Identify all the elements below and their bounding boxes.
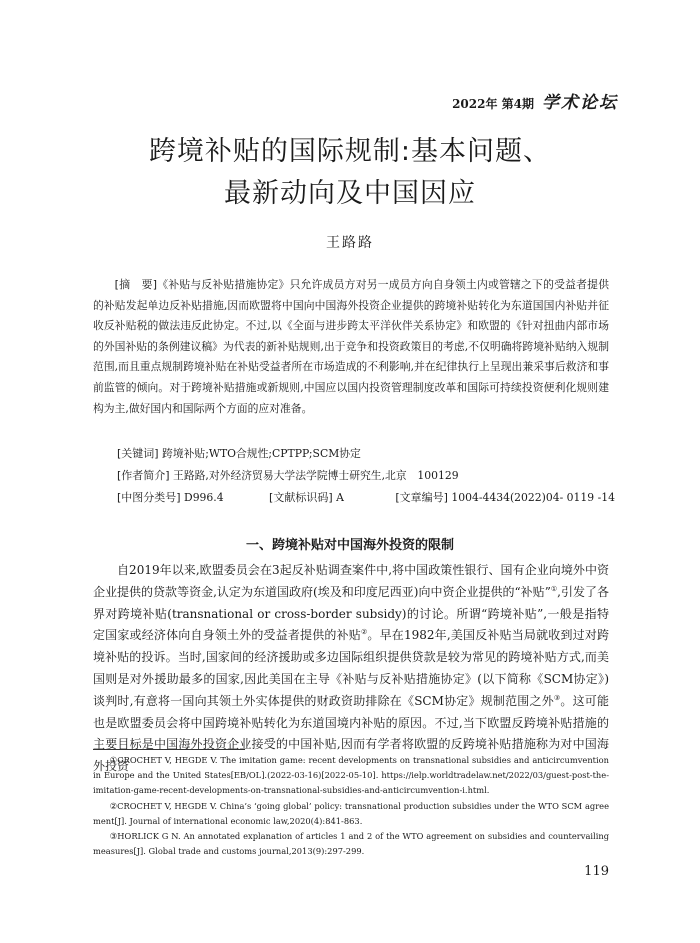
journal-logo: 学术论坛	[542, 93, 618, 113]
keywords-row	[93, 443, 609, 465]
abstract	[93, 275, 609, 419]
footnote-ref-3[interactable]: ③	[553, 693, 561, 702]
footnote-2: ②CROCHET V, HEGDE V. China’s ‘going global’ policy: transnational production subsidies under the WTO SCM agreement[J]. Journal of international economic law,2020(4):841-863.	[93, 800, 609, 826]
footnote-ref-2[interactable]: ②	[360, 628, 368, 637]
article-meta	[93, 443, 615, 509]
author-intro-row	[93, 465, 609, 487]
footnote-divider	[93, 749, 245, 750]
article-title	[0, 131, 700, 215]
footnote-ref-1[interactable]: ①	[550, 584, 558, 593]
issue-label: 2022年 第4期	[452, 97, 534, 111]
clc-value: D996.4	[184, 491, 224, 504]
section-heading: 一、跨境补贴对中国海外投资的限制	[245, 538, 454, 553]
page-number: 119	[584, 864, 609, 879]
classification-row	[93, 487, 615, 509]
paragraph-text: 。这可能也是欧盟委员会将中国跨境补贴转化为东道国境内补贴的原因。不过,当下欧盟反跨境补贴措施的主要目标是中国海外投资企业接受的中国补贴,因而有学者将欧盟的反跨境补贴措施称为对中国海外投资	[93, 693, 609, 774]
paragraph-text: 。早在1982年,美国反补贴当局就收到过对跨境补贴的投诉。当时,国家间的经济援助或多边国际组织提供贷款是较为常见的跨境补贴方式,而美国则是对外援助最多的国家,因此美国在主导《补贴与反补贴措施协定》(以下简称《SCM协定》)谈判时,有意将一国向其领土外实体提供的财政资助排除在《SCM协定》规制范围之外	[93, 628, 610, 708]
doc-code-value: A	[336, 491, 344, 504]
doc-code-label: [文献标识码]	[269, 491, 333, 504]
author-intro-label: [作者简介]	[117, 469, 170, 482]
running-header	[452, 88, 618, 113]
footnotes	[93, 753, 609, 859]
keywords-value: 跨境补贴;WTO合规性;CPTPP;SCM协定	[162, 447, 361, 460]
title-line-2: 最新动向及中国因应	[224, 178, 476, 209]
abstract-label: [摘 要]	[114, 278, 158, 291]
paragraph-text: 自2019年以来,欧盟委员会在3起反补贴调查案件中,将中国政策性银行、国有企业向境外中资企业提供的贷款等资金,认定为东道国政府(埃及和印度尼西亚)向中资企业提供的“补贴”	[93, 563, 609, 599]
paragraph	[93, 560, 609, 778]
keywords-label: [关键词]	[117, 447, 159, 460]
clc-label: [中图分类号]	[117, 491, 181, 504]
article-no-value: 1004-4434(2022)04- 0119 -14	[451, 491, 615, 504]
author-name: 王路路	[326, 235, 374, 251]
abstract-text: 《补贴与反补贴措施协定》只允许成员方对另一成员方向自身领土内或管辖之下的受益者提供的补贴发起单边反补贴措施,因而欧盟将中国向中国海外投资企业提供的跨境补贴转化为东道国国内补贴并征收反补贴税的做法违反此协定。不过,以《全面与进步跨太平洋伙伴关系协定》和欧盟的《针对扭曲内部市场的外国补贴的条例建议稿》为代表的新补贴规则,出于竞争和投资政策目的考虑,不仅明确将跨境补贴纳入规制范围,而且重点规制跨境补贴在补贴受益者所在市场造成的不利影响,并在纪律执行上呈现出兼采事后救济和事前监管的倾向。对于跨境补贴措施或新规则,中国应以国内投资管理制度改革和国际可持续投资便利化规则建构为主,做好国内和国际两个方面的应对准备。	[93, 278, 609, 415]
footnote-1: ①CROCHET V, HEGDE V. The imitation game: recent developments on transnational subsidies and anticircumvention in Europe and the United States[EB/OL].(2022-03-16)[2022-05-10]. https://ielp.worldtradelaw.net/2022/03/guest-post-the-imitation-game-recent-developments-on-transnational-subsidies-and-anticircumvention-i.html.	[93, 755, 609, 796]
paragraph-text: ,引发了各界对跨境补贴(transnational or cross-border subsidy)的讨论。所谓“跨境补贴”,一般是指特定国家或经济体向自身领土外的受益者提供的补贴	[93, 584, 609, 643]
article-no-label: [文章编号]	[395, 491, 448, 504]
footnote-3: ③HORLICK G N. An annotated explanation of articles 1 and 2 of the WTO agreement on subsidies and countervailing measures[J]. Global trade and customs journal,2013(9):297-299.	[93, 831, 609, 857]
title-line-1: 跨境补贴的国际规制:基本问题、	[148, 136, 552, 167]
author-intro-value: 王路路,对外经济贸易大学法学院博士研究生,北京 100129	[173, 469, 459, 482]
body-text	[93, 560, 609, 778]
